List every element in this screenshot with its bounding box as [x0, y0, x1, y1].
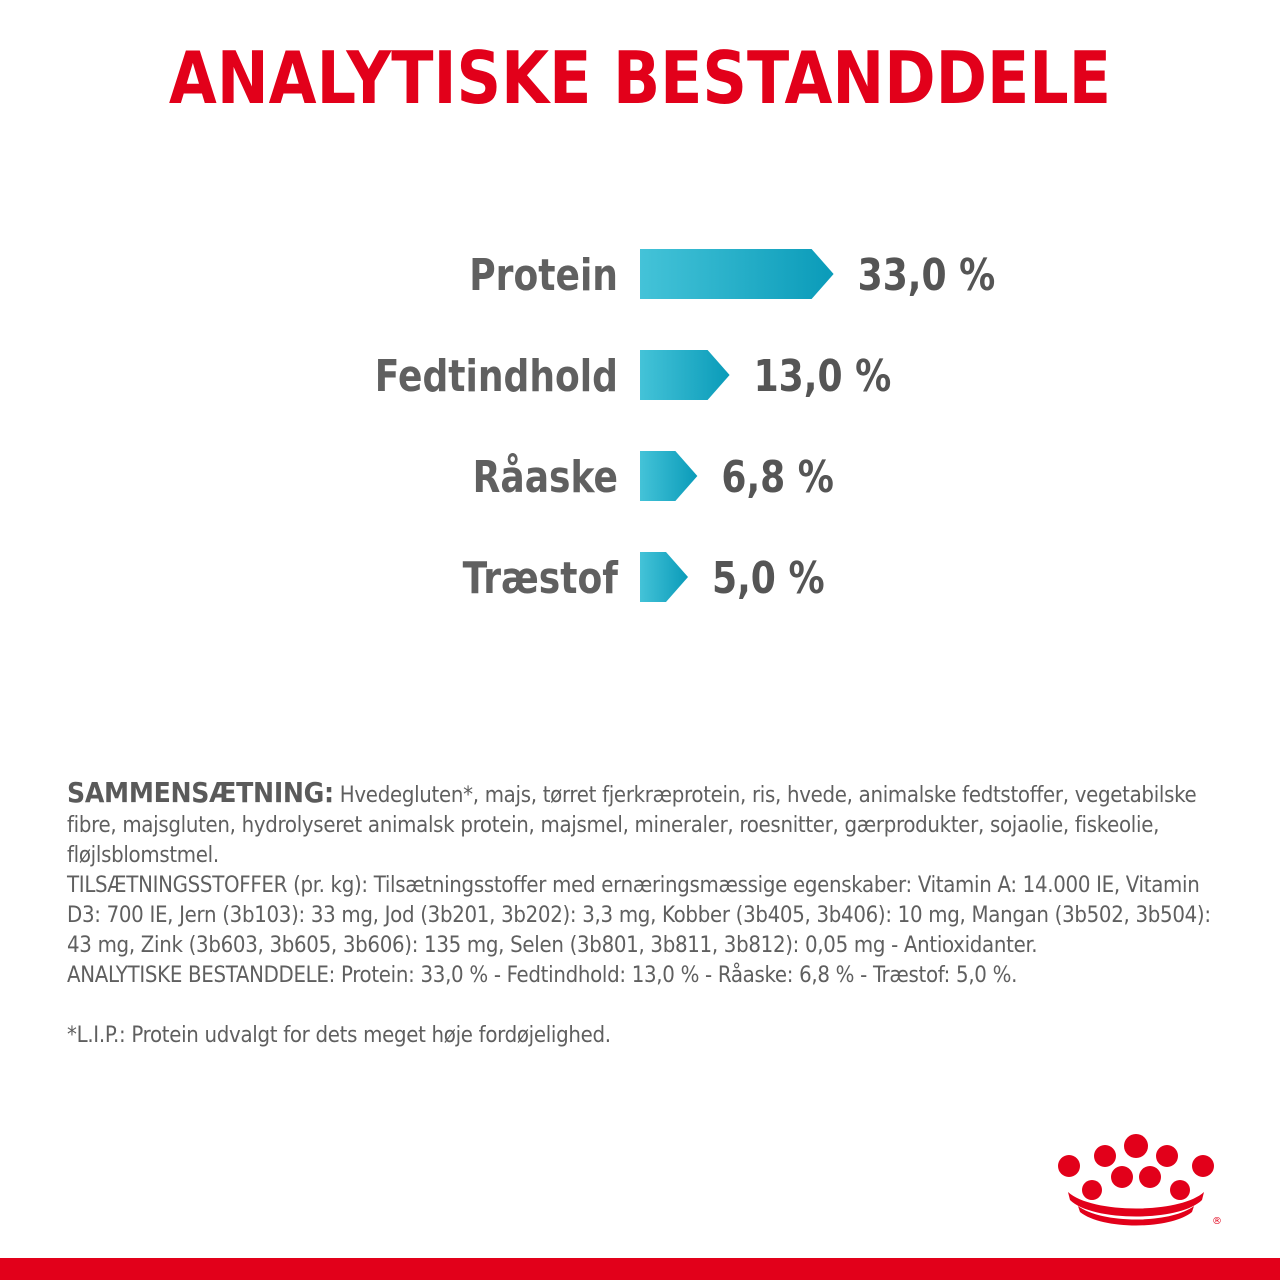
category-label: Træstof [462, 553, 619, 604]
composition-text [67, 778, 1227, 1051]
bar-fedtindhold [640, 350, 730, 400]
value-label: 33,0 % [857, 250, 996, 301]
composition-lead: SAMMENSÆTNING: [67, 776, 334, 809]
bar-protein [640, 249, 834, 299]
value-label: 13,0 % [753, 351, 892, 402]
category-label: Protein [469, 250, 619, 301]
category-label: Fedtindhold [374, 351, 619, 402]
registered-mark: ® [1212, 1216, 1222, 1227]
composition-ingredients: Hvedegluten*, majs, tørret fjerkræprotein, ris, hvede, animalske fedtstoffer, vegetabilske fibre, majsgluten, hydrolyseret animalsk protein, majsmel, mineraler, roesnitter, gærprodukter, sojaolie, fiskeolie, fløjlsblomstmel. [67, 783, 1197, 868]
category-label: Råaske [472, 452, 619, 503]
bottom-brand-bar [0, 1258, 1280, 1280]
composition-paragraph [67, 778, 1227, 871]
bar-træstof [640, 552, 688, 602]
royal-canin-crown-logo-icon [1052, 1132, 1224, 1228]
additives-paragraph: TILSÆTNINGSSTOFFER (pr. kg): Tilsætningsstoffer med ernæringsmæssige egenskaber: Vitamin A: 14.000 IE, Vitamin D3: 700 IE, Jern (3b103): 33 mg, Jod (3b201, 3b202): 3,3 mg, Kobber (3b405, 3b406): 10 mg, Mangan (3b502, 3b504): 43 mg, Zink (3b603, 3b605, 3b606): 135 mg, Selen (3b801, 3b811, 3b812): 0,05 mg - Antioxidanter. [67, 873, 1211, 958]
value-label: 5,0 % [712, 553, 825, 604]
bar-råaske [640, 451, 697, 501]
analytical-paragraph: ANALYTISKE BESTANDDELE: Protein: 33,0 % - Fedtindhold: 13,0 % - Råaske: 6,8 % - Træstof: 5,0 %. [67, 963, 1018, 988]
value-label: 6,8 % [721, 452, 834, 503]
footnote: *L.I.P.: Protein udvalgt for dets meget høje fordøjelighed. [67, 1023, 611, 1048]
spacer [67, 991, 1227, 1021]
page-title: ANALYTISKE BESTANDDELE [168, 36, 1112, 120]
